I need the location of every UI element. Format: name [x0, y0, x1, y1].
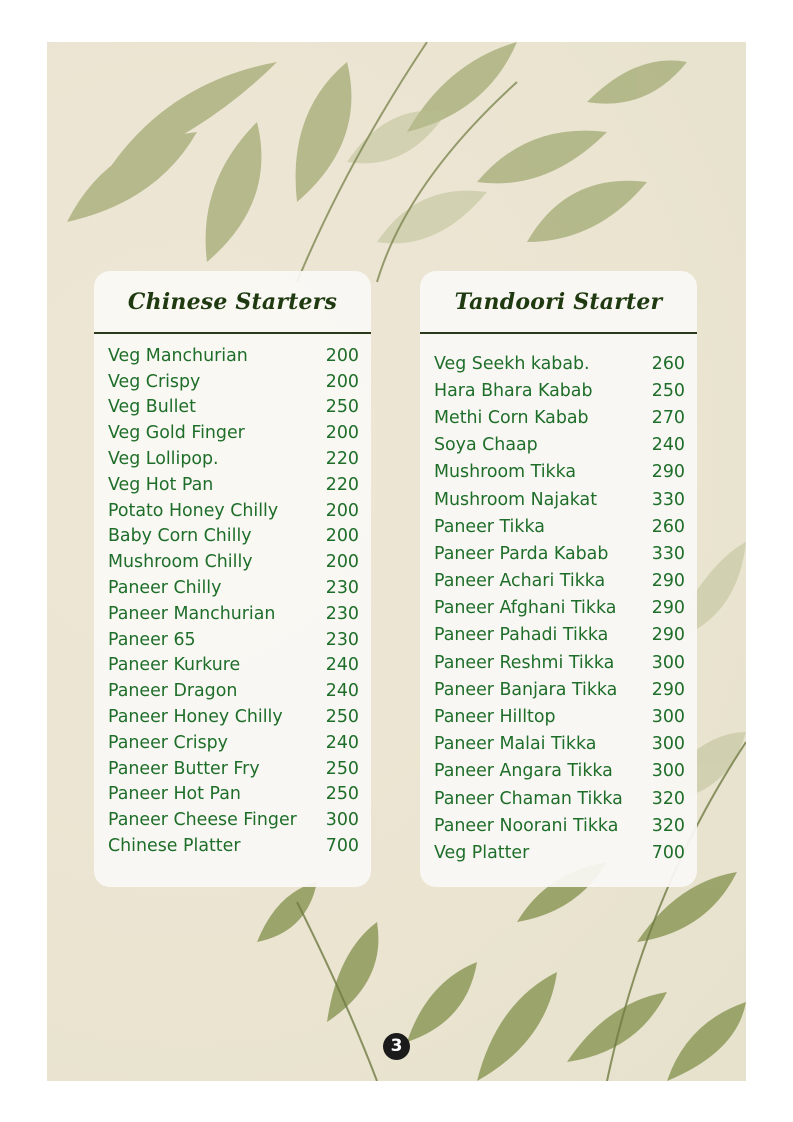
- menu-item-name: Paneer Manchurian: [108, 603, 276, 624]
- menu-item-price: 250: [325, 758, 359, 779]
- menu-item: [434, 595, 685, 622]
- menu-item: [108, 653, 359, 679]
- menu-item-price: 290: [651, 571, 685, 592]
- menu-item-name: Potato Honey Chilly: [108, 500, 279, 521]
- menu-item: [108, 549, 359, 575]
- menu-item: [108, 833, 359, 859]
- chinese-starters-card: [94, 271, 371, 887]
- menu-item: [434, 404, 685, 431]
- menu-item: [434, 377, 685, 404]
- menu-item-price: 200: [325, 423, 359, 444]
- menu-item: [434, 568, 685, 595]
- menu-item-price: 220: [325, 474, 359, 495]
- menu-item-name: Paneer Chilly: [108, 578, 222, 599]
- menu-item: [108, 782, 359, 808]
- menu-item-price: 320: [651, 788, 685, 809]
- menu-item-name: Mushroom Tikka: [434, 462, 577, 483]
- menu-item: [108, 807, 359, 833]
- menu-item-name: Veg Manchurian: [108, 345, 248, 366]
- menu-item: [434, 731, 685, 758]
- menu-item-price: 270: [651, 407, 685, 428]
- menu-item-name: Veg Bullet: [108, 397, 196, 418]
- menu-item-name: Veg Lollipop.: [108, 449, 219, 470]
- menu-item-price: 260: [651, 353, 685, 374]
- menu-item-price: 230: [325, 603, 359, 624]
- title-divider: [94, 332, 371, 334]
- menu-item: [108, 446, 359, 472]
- menu-item: [434, 812, 685, 839]
- menu-item-name: Methi Corn Kabab: [434, 407, 589, 428]
- menu-item-price: 200: [325, 500, 359, 521]
- page-number: 3: [383, 1033, 410, 1060]
- menu-item: [108, 343, 359, 369]
- menu-item-price: 230: [325, 629, 359, 650]
- menu-item: [434, 540, 685, 567]
- menu-item-price: 290: [651, 625, 685, 646]
- menu-item-name: Paneer Kurkure: [108, 655, 241, 676]
- menu-item-name: Paneer 65: [108, 629, 196, 650]
- menu-item-name: Paneer Noorani Tikka: [434, 815, 619, 836]
- menu-item-price: 240: [325, 655, 359, 676]
- menu-item: [108, 704, 359, 730]
- menu-item: [434, 622, 685, 649]
- menu-item-name: Mushroom Najakat: [434, 489, 598, 510]
- menu-item: [434, 459, 685, 486]
- menu-item: [108, 420, 359, 446]
- menu-item: [108, 369, 359, 395]
- menu-item-name: Veg Crispy: [108, 371, 201, 392]
- tandoori-starter-list: [434, 350, 685, 867]
- menu-item-price: 250: [325, 707, 359, 728]
- menu-item: [434, 486, 685, 513]
- menu-item: [434, 350, 685, 377]
- chinese-starters-list: [108, 343, 359, 859]
- menu-item: [434, 758, 685, 785]
- menu-item-price: 290: [651, 598, 685, 619]
- menu-item: [108, 730, 359, 756]
- chinese-starters-title: Chinese Starters: [127, 289, 338, 315]
- menu-item-name: Paneer Malai Tikka: [434, 734, 597, 755]
- menu-item-name: Paneer Hilltop: [434, 707, 556, 728]
- menu-item: [108, 472, 359, 498]
- menu-item-name: Paneer Hot Pan: [108, 784, 241, 805]
- menu-item-price: 290: [651, 679, 685, 700]
- menu-item-name: Paneer Tikka: [434, 516, 545, 537]
- menu-item-name: Paneer Honey Chilly: [108, 707, 283, 728]
- menu-item-price: 240: [651, 435, 685, 456]
- menu-item: [434, 676, 685, 703]
- menu-item-name: Paneer Chaman Tikka: [434, 788, 623, 809]
- menu-item-name: Paneer Crispy: [108, 732, 228, 753]
- menu-item-name: Mushroom Chilly: [108, 552, 253, 573]
- menu-item-name: Paneer Banjara Tikka: [434, 679, 618, 700]
- menu-item-name: Paneer Pahadi Tikka: [434, 625, 609, 646]
- menu-item-price: 250: [325, 784, 359, 805]
- menu-item: [108, 575, 359, 601]
- menu-item: [108, 395, 359, 421]
- menu-item-name: Paneer Achari Tikka: [434, 571, 606, 592]
- menu-item: [434, 703, 685, 730]
- menu-item-name: Paneer Cheese Finger: [108, 810, 297, 831]
- menu-item-price: 250: [651, 380, 685, 401]
- menu-item-price: 250: [325, 397, 359, 418]
- menu-item-price: 200: [325, 552, 359, 573]
- menu-item-price: 200: [325, 345, 359, 366]
- menu-item: [434, 839, 685, 866]
- menu-item-name: Paneer Dragon: [108, 681, 238, 702]
- title-divider: [420, 332, 697, 334]
- menu-item-price: 330: [651, 543, 685, 564]
- menu-item-name: Hara Bhara Kabab: [434, 380, 593, 401]
- menu-item-price: 330: [651, 489, 685, 510]
- menu-item: [434, 785, 685, 812]
- menu-item: [108, 498, 359, 524]
- menu-item-price: 700: [651, 842, 685, 863]
- menu-item-price: 220: [325, 449, 359, 470]
- menu-item-price: 200: [325, 526, 359, 547]
- menu-item-name: Baby Corn Chilly: [108, 526, 252, 547]
- menu-item-price: 290: [651, 462, 685, 483]
- menu-item-price: 320: [651, 815, 685, 836]
- menu-item-name: Paneer Butter Fry: [108, 758, 260, 779]
- menu-item: [108, 627, 359, 653]
- menu-item: [108, 601, 359, 627]
- menu-item-name: Paneer Angara Tikka: [434, 761, 613, 782]
- menu-item-name: Veg Hot Pan: [108, 474, 214, 495]
- menu-item-price: 700: [325, 836, 359, 857]
- menu-item-name: Paneer Reshmi Tikka: [434, 652, 615, 673]
- menu-item-price: 300: [651, 707, 685, 728]
- menu-item-name: Veg Gold Finger: [108, 423, 245, 444]
- tandoori-starter-card: [420, 271, 697, 887]
- menu-item: [434, 649, 685, 676]
- menu-item-price: 300: [325, 810, 359, 831]
- menu-item: [434, 432, 685, 459]
- menu-item-name: Paneer Afghani Tikka: [434, 598, 617, 619]
- menu-item: [108, 678, 359, 704]
- menu-item-price: 200: [325, 371, 359, 392]
- menu-item-name: Soya Chaap: [434, 435, 538, 456]
- menu-item: [108, 756, 359, 782]
- menu-page: [47, 42, 746, 1081]
- menu-item-price: 300: [651, 761, 685, 782]
- menu-item-price: 300: [651, 734, 685, 755]
- menu-item-price: 230: [325, 578, 359, 599]
- menu-item-price: 300: [651, 652, 685, 673]
- menu-item-name: Veg Seekh kabab.: [434, 353, 590, 374]
- menu-item-name: Veg Platter: [434, 842, 530, 863]
- menu-item: [434, 513, 685, 540]
- tandoori-starter-title: Tandoori Starter: [454, 289, 663, 315]
- menu-item: [108, 524, 359, 550]
- menu-item-price: 240: [325, 732, 359, 753]
- menu-item-name: Chinese Platter: [108, 836, 241, 857]
- menu-item-name: Paneer Parda Kabab: [434, 543, 609, 564]
- menu-item-price: 260: [651, 516, 685, 537]
- menu-item-price: 240: [325, 681, 359, 702]
